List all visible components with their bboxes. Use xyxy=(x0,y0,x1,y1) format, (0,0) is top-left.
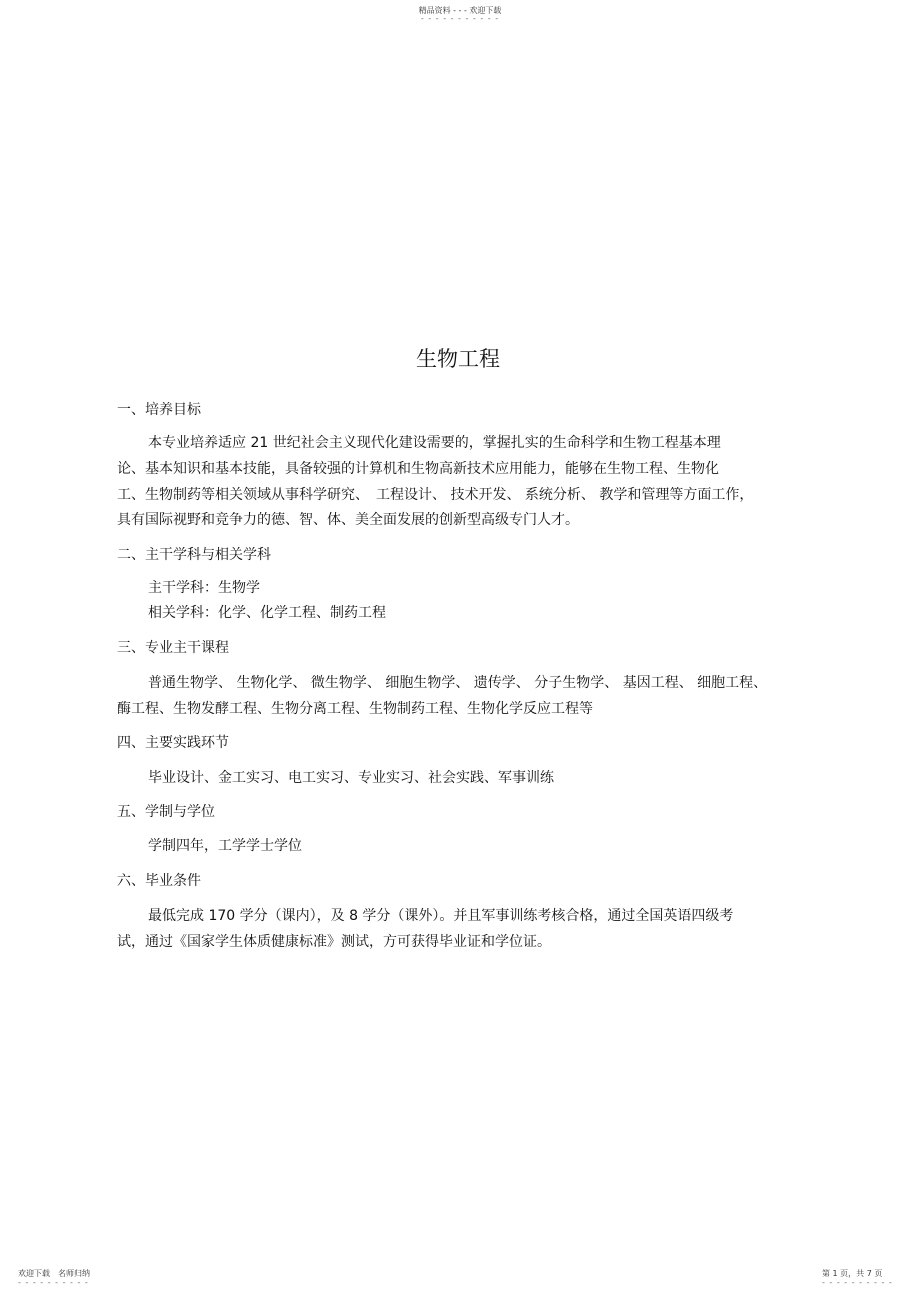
paragraph-line: 具有国际视野和竞争力的德、智、体、美全面发展的创新型高级专门人才。 xyxy=(117,512,579,528)
section-heading-courses: 三、专业主干课程 xyxy=(117,640,229,656)
footer-right-dots: - - - - - - - - - - xyxy=(822,1278,893,1287)
paragraph-line: 论、基本知识和基本技能，具备较强的计算机和生物高新技术应用能力，能够在生物工程、生物化 xyxy=(117,461,719,477)
paragraph-line: 酶工程、生物发酵工程、生物分离工程、生物制药工程、生物化学反应工程等 xyxy=(117,701,593,717)
section-heading-degree: 五、学制与学位 xyxy=(117,804,215,820)
section-heading-disciplines: 二、主干学科与相关学科 xyxy=(117,547,271,563)
paragraph-line: 毕业设计、金工实习、电工实习、专业实习、社会实践、军事训练 xyxy=(148,770,554,786)
paragraph-line: 主干学科：生物学 xyxy=(148,580,260,596)
section-heading-objectives: 一、培养目标 xyxy=(117,402,201,418)
paragraph-line: 工、生物制药等相关领域从事科学研究、 工程设计、 技术开发、 系统分析、 教学和管理等方面工作， xyxy=(117,487,754,503)
paragraph-line: 相关学科：化学、化学工程、制药工程 xyxy=(148,605,386,621)
footer-left-text: 欢迎下载 名师归纳 xyxy=(18,1269,90,1278)
paragraph-line: 试，通过《国家学生体质健康标准》测试，方可获得毕业证和学位证。 xyxy=(117,934,551,950)
paragraph-line: 学制四年，工学学士学位 xyxy=(148,838,302,854)
paragraph-line: 本专业培养适应 21 世纪社会主义现代化建设需要的，掌握扎实的生命科学和生物工程基本理 xyxy=(148,435,721,451)
header-dots: - - - - - - - - - - - xyxy=(420,14,500,23)
paragraph-line: 最低完成 170 学分（课内），及 8 学分（课外）。并且军事训练考核合格，通过全国英语四级考 xyxy=(148,908,734,924)
section-heading-graduation: 六、毕业条件 xyxy=(117,873,201,889)
paragraph-line: 普通生物学、 生物化学、 微生物学、 细胞生物学、 遗传学、 分子生物学、 基因工程、 细胞工程、 xyxy=(148,675,768,691)
page-number: 第 1 页，共 7 页 xyxy=(822,1269,883,1278)
section-heading-practice: 四、主要实践环节 xyxy=(117,735,229,751)
footer-left-dots: - - - - - - - - - - xyxy=(18,1278,89,1287)
page-title: 生物工程 xyxy=(416,347,500,371)
header-text: 精品资料 - - - 欢迎下载 xyxy=(418,6,502,15)
